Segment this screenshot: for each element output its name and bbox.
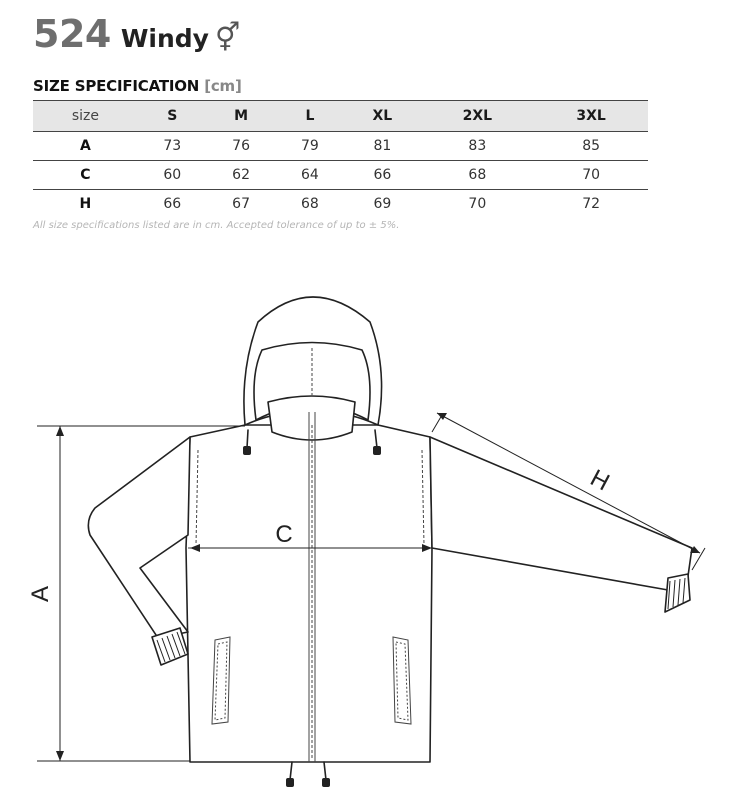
header-l: L [275, 101, 344, 132]
size-spec-heading [33, 77, 242, 95]
header-s: S [138, 101, 207, 132]
table-cell: 68 [300, 196, 319, 212]
dimension-c-label: C [275, 521, 293, 548]
product-title [33, 12, 240, 56]
size-table [33, 100, 648, 218]
table-cell: 64 [275, 161, 344, 190]
table-cell: 83 [420, 132, 534, 161]
tolerance-note: All size specifications listed are in cm. Accepted tolerance of up to ± 5%. [33, 220, 400, 231]
row-label: H [79, 196, 92, 212]
table-row [33, 132, 648, 161]
header-size: size [33, 101, 138, 132]
size-spec-unit: [cm] [204, 77, 242, 95]
jacket-diagram [0, 240, 729, 808]
table-cell: 73 [138, 132, 207, 161]
hood-cord-left [247, 430, 248, 448]
table-cell: 67 [232, 196, 250, 212]
size-spec-title: SIZE SPECIFICATION [33, 77, 200, 95]
jacket-collar [268, 396, 355, 440]
table-row [33, 190, 648, 219]
table-cell: 81 [344, 132, 420, 161]
table-cell: 79 [275, 132, 344, 161]
table-cell: 72 [582, 196, 601, 212]
table-cell: 62 [207, 161, 276, 190]
jacket-right-sleeve [430, 437, 692, 590]
row-label: A [33, 132, 138, 161]
table-cell: 70 [468, 196, 487, 212]
product-code: 524 [33, 12, 111, 56]
table-cell: 68 [420, 161, 534, 190]
table-cell: 85 [534, 132, 648, 161]
header-m: M [207, 101, 276, 132]
table-cell: 66 [344, 161, 420, 190]
table-row [33, 161, 648, 190]
unisex-icon: ⚥ [214, 21, 241, 54]
size-table-header [33, 101, 648, 132]
table-cell: 60 [138, 161, 207, 190]
hem-cord-right [324, 762, 326, 780]
dimension-a-label: A [27, 585, 54, 603]
product-name: Windy [120, 24, 209, 53]
header-3xl: 3XL [534, 101, 648, 132]
jacket-left-sleeve [88, 437, 190, 638]
header-xl: XL [344, 101, 420, 132]
row-label: C [33, 161, 138, 190]
table-cell: 76 [207, 132, 276, 161]
header-2xl: 2XL [420, 101, 534, 132]
table-cell: 66 [163, 196, 182, 212]
table-cell: 70 [534, 161, 648, 190]
table-cell: 69 [373, 196, 392, 212]
dimension-h-label: H [585, 464, 614, 497]
hem-cord-left [290, 762, 292, 780]
